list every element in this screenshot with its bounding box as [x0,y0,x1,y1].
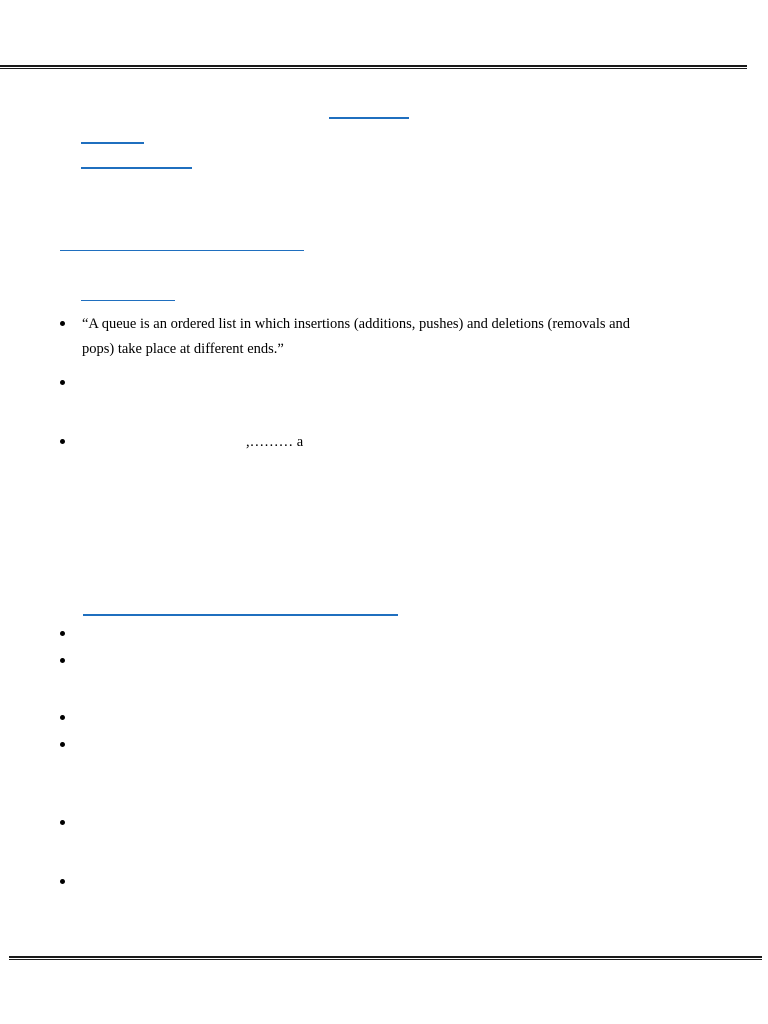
section-link-2[interactable] [83,614,398,616]
list-bullet [60,658,65,663]
list-bullet [60,321,65,326]
list-bullet [60,820,65,825]
section-link[interactable] [60,250,304,251]
heading-link-1[interactable] [329,117,409,119]
subsection-link[interactable] [81,300,175,301]
fragment-text: ,……… a [246,434,304,450]
definition-line-2: pops) take place at different ends.” [82,341,284,357]
heading-link-3[interactable] [81,167,192,169]
list-bullet [60,439,65,444]
list-bullet [60,879,65,884]
heading-link-2[interactable] [81,142,144,144]
list-bullet [60,742,65,747]
list-bullet [60,380,65,385]
list-bullet [60,715,65,720]
footer-rule [9,956,762,960]
definition-line-1: “A queue is an ordered list in which insertions (additions, pushes) and deletions (removals and [82,316,631,332]
list-bullet [60,631,65,636]
header-rule [0,65,747,69]
